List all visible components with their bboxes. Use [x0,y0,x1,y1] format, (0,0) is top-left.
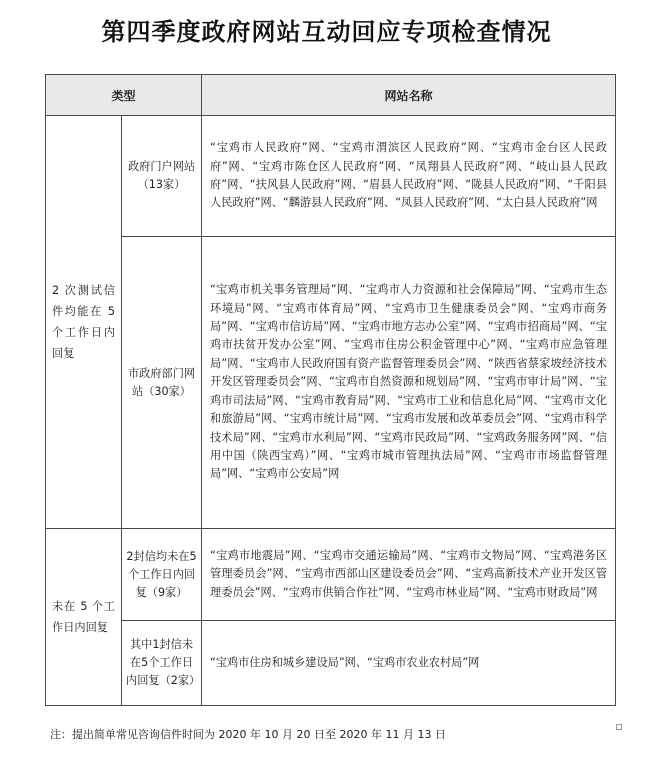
subtype-portal-sites: 政府门户网站（13家） [122,116,202,237]
website-list-one-late: “宝鸡市住房和城乡建设局”网、“宝鸡市农业农村局”网 [202,621,616,706]
website-list-both-late: “宝鸡市地震局”网、“宝鸡市交通运输局”网、“宝鸡市文物局”网、“宝鸡港务区管理委员会”网、“宝鸡市西部山区建设委员会”网、“宝鸡高新技术产业开发区管理委员会”网、“宝鸡市供销合作社”网、“宝鸡市林业局”网、“宝鸡市财政局”网 [202,529,616,621]
table-row [46,116,616,237]
subtype-both-late: 2封信均未在5个工作日内回复（9家） [122,529,202,621]
inspection-table [45,74,616,706]
table-resize-handle[interactable] [616,724,622,730]
category-not-replied-in-time: 未在 5 个工作日内回复 [46,529,122,706]
table-row [46,621,616,706]
table-row [46,237,616,529]
table-row [46,529,616,621]
footnote: 注：提出简单常见咨询信件时间为 2020 年 10 月 20 日至 2020 年 11 月 13 日 [50,728,446,741]
header-type: 类型 [46,75,202,116]
subtype-one-late: 其中1封信未在5个工作日内回复（2家） [122,621,202,706]
page-title: 第四季度政府网站互动回应专项检查情况 [101,17,552,46]
subtype-department-sites: 市政府部门网站（30家） [122,237,202,529]
website-list-departments: “宝鸡市机关事务管理局”网、“宝鸡市人力资源和社会保障局”网、“宝鸡市生态环境局”网、“宝鸡市体育局”网、“宝鸡市卫生健康委员会”网、“宝鸡市商务局”网、“宝鸡市信访局”网、“宝鸡市地方志办公室”网、“宝鸡市招商局”网、“宝鸡市扶贫开发办公室”网、“宝鸡市住房公积金管理中心”网、“宝鸡市应急管理局”网、“宝鸡市人民政府国有资产监督管理委员会”网、“陕西省蔡家坡经济技术开发区管理委员会”网、“宝鸡市自然资源和规划局”网、“宝鸡市审计局”网、“宝鸡市司法局”网、“宝鸡市教育局”网、“宝鸡市工业和信息化局”网、“宝鸡市文化和旅游局”网、“宝鸡市统计局”网、“宝鸡市发展和改革委员会”网、“宝鸡市科学技术局”网、“宝鸡市水利局”网、“宝鸡市民政局”网、“宝鸡政务服务网”网、“信用中国（陕西宝鸡）”网、“宝鸡市城市管理执法局”网、“宝鸡市市场监督管理局”网、“宝鸡市公安局”网 [202,237,616,529]
category-replied-in-time: 2 次测试信件均能在 5 个工作日内回复 [46,116,122,529]
website-list-portal: “宝鸡市人民政府”网、“宝鸡市渭滨区人民政府”网、“宝鸡市金台区人民政府”网、“宝鸡市陈仓区人民政府”网、“凤翔县人民政府”网、“岐山县人民政府”网、“扶风县人民政府”网、“眉县人民政府”网、“陇县人民政府”网、“千阳县人民政府”网、“麟游县人民政府”网、“凤县人民政府”网、“太白县人民政府”网 [202,116,616,237]
header-website-name: 网站名称 [202,75,616,116]
table-header-row [46,75,616,116]
